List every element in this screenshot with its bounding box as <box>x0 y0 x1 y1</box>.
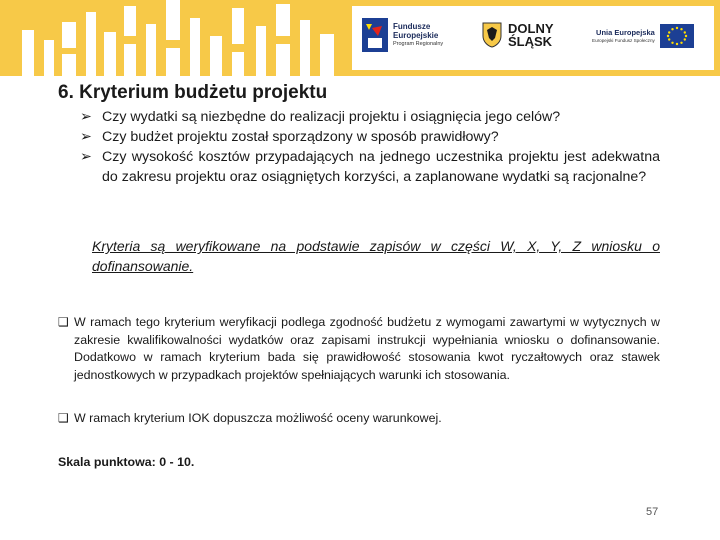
header-decoration <box>104 32 116 76</box>
header-decoration <box>86 12 96 76</box>
list-item <box>80 127 660 147</box>
eagle-crest-icon <box>482 22 502 48</box>
list-item <box>80 147 660 187</box>
header-decoration <box>62 22 76 48</box>
arrow-bullet-icon: ➢ <box>80 109 92 125</box>
fundusze-europejskie-text <box>393 22 443 49</box>
eu-flag-icon <box>660 24 694 48</box>
ds-line2: ŚLĄSK <box>508 34 553 49</box>
ds-line1: DOLNY <box>508 21 554 36</box>
ue-line2: Europejski Fundusz Społeczny <box>592 38 655 43</box>
header-decoration <box>232 52 244 76</box>
header-decoration <box>320 34 334 76</box>
point-scale: Skala punktowa: 0 - 10. <box>58 455 195 469</box>
fe-line3: Program Regionalny <box>393 40 444 47</box>
arrow-bullet-icon: ➢ <box>80 129 92 145</box>
header-decoration <box>44 40 54 76</box>
question-list <box>80 107 660 187</box>
header-decoration <box>276 4 290 36</box>
fe-line1: Fundusze <box>393 21 431 31</box>
checkbox-bullet-icon: ❑ <box>58 411 69 425</box>
question-text: Czy wysokość kosztów przypadających na jednego uczestnika projektu jest adekwatna do zakresu projektu oraz osiągniętych korzyści, a zaplanowane wydatki są racjonalne? <box>102 149 660 185</box>
fundusze-europejskie-logo <box>362 18 443 52</box>
dolny-slask-logo <box>482 22 554 48</box>
fundusze-europejskie-icon <box>362 18 388 52</box>
checkbox-bullet-icon: ❑ <box>58 315 69 329</box>
paragraph-text: W ramach kryterium IOK dopuszcza możliwość oceny warunkowej. <box>74 411 442 425</box>
header-decoration <box>124 6 136 36</box>
logo-bar <box>352 6 714 70</box>
header-decoration <box>300 20 310 76</box>
paragraph-text: W ramach tego kryterium weryfikacji podlega zgodność budżetu z wymogami zawartymi w wytycznych w zakresie kwalifikowalności wydatków oraz zapisami instrukcji wypełniania wniosku o dofinansowanie. Dodatkowo w ramach kryterium bada się prawidłowość stosowania kwot ryczałtowych oraz stawek jednostkowych w przypadkach projektów spełniających warunki ich stosowania. <box>74 315 660 382</box>
unia-europejska-logo <box>592 24 694 48</box>
list-item <box>80 107 660 127</box>
header-decoration <box>166 48 180 76</box>
header-decoration <box>146 24 156 76</box>
page-title: 6. Kryterium budżetu projektu <box>58 82 328 103</box>
header-decoration <box>22 30 34 76</box>
header-decoration <box>232 8 244 44</box>
list-item <box>58 314 660 384</box>
dolny-slask-text <box>508 22 554 48</box>
header-decoration <box>190 18 200 76</box>
header-decoration <box>124 44 136 76</box>
arrow-bullet-icon: ➢ <box>80 149 92 165</box>
fe-line2: Europejskie <box>393 30 439 40</box>
header-decoration <box>166 0 180 40</box>
header-decoration <box>276 44 290 76</box>
verification-note: Kryteria są weryfikowane na podstawie zapisów w części W, X, Y, Z wniosku o dofinansowanie. <box>92 238 660 274</box>
header-decoration <box>62 54 76 76</box>
header-decoration <box>210 36 222 76</box>
question-text: Czy wydatki są niezbędne do realizacji projektu i osiągnięcia jego celów? <box>102 109 561 125</box>
ue-line1: Unia Europejska <box>596 28 655 37</box>
question-text: Czy budżet projektu został sporządzony w sposób prawidłowy? <box>102 129 499 145</box>
unia-europejska-text <box>592 28 655 44</box>
header-decoration <box>256 26 266 76</box>
page-number: 57 <box>646 506 659 518</box>
list-item <box>58 410 660 428</box>
